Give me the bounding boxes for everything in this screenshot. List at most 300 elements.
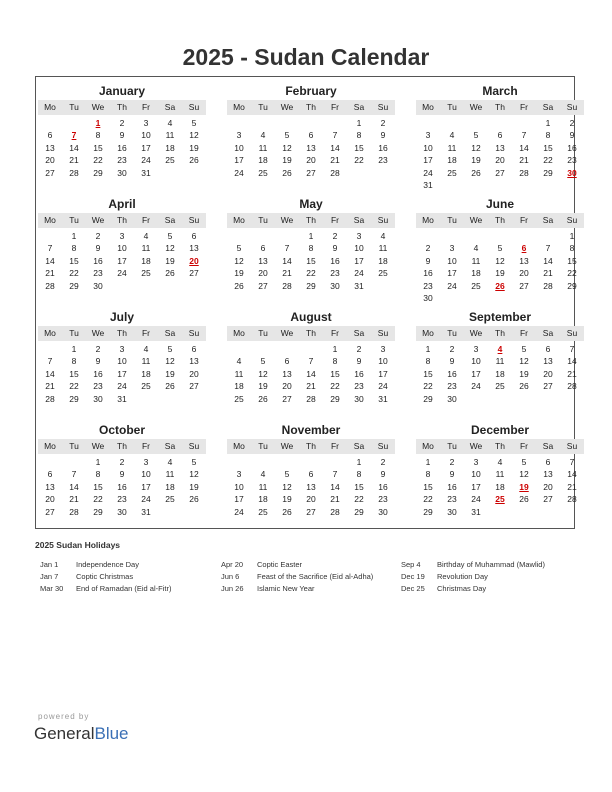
day-cell: 27 <box>519 280 529 291</box>
day-cell: 24 <box>354 268 364 279</box>
day-cell: 1 <box>545 118 551 128</box>
weekday-label: Su <box>566 328 578 338</box>
empty-day-cell <box>512 230 536 242</box>
weekday-label: Fr <box>141 102 151 112</box>
weekday-label: We <box>91 328 105 338</box>
holiday-day-cell: 20 <box>189 255 199 266</box>
day-cell: 15 <box>354 481 364 492</box>
day-cell: 27 <box>45 506 55 517</box>
day-cell: 21 <box>567 368 577 379</box>
weekday-header <box>416 439 584 454</box>
day-cell: 13 <box>543 356 553 367</box>
weekday-label: Tu <box>258 215 268 225</box>
day-cell: 9 <box>569 130 575 141</box>
month-name: October <box>98 423 145 437</box>
day-cell: 25 <box>141 381 151 392</box>
empty-day-cell <box>488 230 512 242</box>
day-cell: 1 <box>308 231 314 241</box>
day-cell: 14 <box>45 368 55 379</box>
day-cell: 3 <box>473 344 479 354</box>
day-cell: 6 <box>545 457 551 467</box>
day-cell: 17 <box>117 255 127 266</box>
day-cell: 5 <box>521 344 527 354</box>
day-cell: 29 <box>330 393 340 404</box>
holiday-item <box>221 559 373 571</box>
day-cell: 16 <box>117 481 127 492</box>
weekday-label: Sa <box>353 102 365 112</box>
day-cell: 27 <box>258 280 268 291</box>
day-cell: 11 <box>378 243 388 254</box>
empty-day-cell <box>38 117 62 129</box>
day-cell: 8 <box>425 356 431 367</box>
weekday-label: Sa <box>353 215 365 225</box>
day-cell: 15 <box>306 255 316 266</box>
day-cell: 1 <box>356 118 362 128</box>
day-cell: 20 <box>282 381 292 392</box>
weekday-header <box>227 100 395 115</box>
empty-day-cell <box>227 456 251 468</box>
day-cell: 13 <box>306 481 316 492</box>
day-cell: 16 <box>378 481 388 492</box>
day-cell: 27 <box>45 167 55 178</box>
weekday-label: Sa <box>164 215 176 225</box>
empty-day-cell <box>464 117 488 129</box>
day-cell: 29 <box>543 167 553 178</box>
empty-day-cell <box>251 230 275 242</box>
weekday-label: Fr <box>330 328 340 338</box>
day-cell: 11 <box>495 469 505 480</box>
empty-day-cell <box>512 117 536 129</box>
day-cell: 8 <box>71 356 77 367</box>
day-cell: 6 <box>545 344 551 354</box>
empty-day-cell <box>38 230 62 242</box>
holiday-name: Coptic Easter <box>257 560 303 569</box>
day-cell: 29 <box>567 280 577 291</box>
weekday-label: Fr <box>330 441 340 451</box>
day-cell: 2 <box>380 118 386 128</box>
day-cell: 9 <box>119 469 125 480</box>
day-cell: 8 <box>569 243 575 254</box>
day-cell: 21 <box>69 155 79 166</box>
day-cell: 4 <box>236 356 242 367</box>
day-cell: 10 <box>234 142 244 153</box>
weekday-label: Mo <box>233 102 245 112</box>
weekday-label: Th <box>306 328 316 338</box>
empty-day-cell <box>299 456 323 468</box>
day-cell: 10 <box>447 255 457 266</box>
day-cell: 24 <box>471 494 481 505</box>
day-cell: 13 <box>45 481 55 492</box>
day-cell: 18 <box>495 368 505 379</box>
day-cell: 24 <box>117 381 127 392</box>
weekday-label: Tu <box>447 102 457 112</box>
weekday-label: Fr <box>141 441 151 451</box>
empty-day-cell <box>464 230 488 242</box>
day-cell: 7 <box>308 356 314 367</box>
day-cell: 5 <box>521 457 527 467</box>
empty-day-cell <box>323 117 347 129</box>
day-cell: 28 <box>567 494 577 505</box>
day-cell: 28 <box>567 381 577 392</box>
day-cell: 11 <box>258 142 268 153</box>
day-cell: 22 <box>69 381 79 392</box>
day-grid <box>227 454 395 518</box>
empty-day-cell <box>227 230 251 242</box>
day-cell: 3 <box>236 469 242 480</box>
day-cell: 12 <box>165 356 175 367</box>
day-cell: 16 <box>447 368 457 379</box>
weekday-header <box>38 100 206 115</box>
month-name: March <box>482 84 518 98</box>
day-cell: 23 <box>93 268 103 279</box>
day-cell: 27 <box>282 393 292 404</box>
day-cell: 12 <box>189 130 199 141</box>
day-cell: 26 <box>189 155 199 166</box>
day-cell: 27 <box>495 167 505 178</box>
day-cell: 13 <box>258 255 268 266</box>
weekday-label: Su <box>566 102 578 112</box>
day-cell: 31 <box>471 506 481 517</box>
day-cell: 9 <box>119 130 125 141</box>
brand-text-blue: Blue <box>94 724 129 743</box>
empty-day-cell <box>251 456 275 468</box>
day-cell: 12 <box>282 142 292 153</box>
holiday-name: Birthday of Muhammad (Mawlid) <box>437 560 545 569</box>
day-cell: 29 <box>93 506 103 517</box>
month-april <box>38 195 206 292</box>
day-cell: 4 <box>167 457 173 467</box>
day-cell: 2 <box>425 243 431 254</box>
weekday-header <box>227 213 395 228</box>
holiday-item <box>40 559 171 571</box>
day-cell: 2 <box>95 231 101 241</box>
day-cell: 9 <box>380 130 386 141</box>
day-cell: 12 <box>519 356 529 367</box>
day-cell: 28 <box>543 280 553 291</box>
day-cell: 14 <box>69 142 79 153</box>
day-cell: 18 <box>471 268 481 279</box>
day-cell: 4 <box>143 231 149 241</box>
weekday-label: Tu <box>447 328 457 338</box>
month-name: June <box>485 197 514 211</box>
day-cell: 23 <box>423 280 433 291</box>
day-cell: 28 <box>69 506 79 517</box>
holiday-date: Apr 20 <box>221 560 244 569</box>
holiday-item <box>401 583 545 595</box>
day-cell: 3 <box>236 130 242 141</box>
day-cell: 26 <box>165 268 175 279</box>
empty-day-cell <box>251 117 275 129</box>
holiday-item <box>221 583 373 595</box>
day-cell: 8 <box>308 243 314 254</box>
day-cell: 5 <box>497 243 503 254</box>
day-cell: 19 <box>189 481 199 492</box>
month-december <box>416 421 584 518</box>
day-cell: 22 <box>69 268 79 279</box>
month-name: December <box>470 423 530 437</box>
day-grid <box>38 228 206 292</box>
weekday-header <box>38 326 206 341</box>
day-cell: 2 <box>119 457 125 467</box>
weekday-label: Th <box>495 328 505 338</box>
brand-text-general: General <box>34 724 95 743</box>
weekday-label: We <box>280 328 294 338</box>
day-cell: 19 <box>258 381 268 392</box>
day-cell: 14 <box>330 481 340 492</box>
weekday-label: Tu <box>69 441 79 451</box>
day-cell: 10 <box>354 243 364 254</box>
day-cell: 10 <box>117 356 127 367</box>
holiday-column <box>221 559 373 595</box>
weekday-label: We <box>91 102 105 112</box>
day-cell: 22 <box>423 381 433 392</box>
holiday-name: Coptic Christmas <box>76 572 134 581</box>
day-cell: 7 <box>569 457 575 467</box>
month-march <box>416 82 584 191</box>
weekday-label: We <box>91 215 105 225</box>
weekday-label: Th <box>495 441 505 451</box>
weekday-label: Su <box>377 441 389 451</box>
holiday-day-cell: 6 <box>521 243 527 254</box>
month-name: May <box>299 197 323 211</box>
empty-day-cell <box>440 230 464 242</box>
day-cell: 1 <box>569 231 575 241</box>
day-cell: 27 <box>543 381 553 392</box>
empty-day-cell <box>227 343 251 355</box>
day-cell: 20 <box>495 155 505 166</box>
empty-day-cell <box>275 230 299 242</box>
day-cell: 28 <box>45 393 55 404</box>
day-cell: 6 <box>191 344 197 354</box>
day-cell: 24 <box>471 381 481 392</box>
day-cell: 20 <box>306 494 316 505</box>
empty-day-cell <box>299 117 323 129</box>
day-cell: 28 <box>519 167 529 178</box>
weekday-label: Su <box>377 215 389 225</box>
day-cell: 11 <box>141 243 151 254</box>
weekday-label: Sa <box>542 441 554 451</box>
day-cell: 4 <box>380 231 386 241</box>
day-cell: 19 <box>165 368 175 379</box>
holiday-date: Mar 30 <box>40 584 64 593</box>
day-cell: 26 <box>282 167 292 178</box>
weekday-label: Tu <box>69 328 79 338</box>
day-cell: 20 <box>543 368 553 379</box>
month-october <box>38 421 206 518</box>
day-cell: 12 <box>234 255 244 266</box>
day-cell: 2 <box>380 457 386 467</box>
empty-day-cell <box>416 230 440 242</box>
day-cell: 4 <box>167 118 173 128</box>
day-cell: 17 <box>234 155 244 166</box>
day-cell: 12 <box>519 469 529 480</box>
day-cell: 26 <box>282 506 292 517</box>
weekday-header <box>227 439 395 454</box>
day-cell: 21 <box>69 494 79 505</box>
weekday-label: Sa <box>164 102 176 112</box>
day-cell: 2 <box>569 118 575 128</box>
day-grid <box>416 454 584 518</box>
day-cell: 6 <box>191 231 197 241</box>
day-cell: 4 <box>497 457 503 467</box>
day-cell: 20 <box>306 155 316 166</box>
day-cell: 23 <box>354 381 364 392</box>
empty-day-cell <box>323 456 347 468</box>
day-cell: 1 <box>71 231 77 241</box>
holiday-day-cell: 4 <box>497 344 503 354</box>
day-cell: 8 <box>95 130 101 141</box>
weekday-label: Fr <box>519 102 529 112</box>
day-cell: 23 <box>117 494 127 505</box>
day-cell: 9 <box>95 243 101 254</box>
day-cell: 21 <box>45 381 55 392</box>
day-cell: 15 <box>567 255 577 266</box>
weekday-label: Fr <box>330 102 340 112</box>
day-cell: 18 <box>495 481 505 492</box>
empty-day-cell <box>275 456 299 468</box>
day-cell: 13 <box>282 368 292 379</box>
day-cell: 15 <box>423 481 433 492</box>
day-cell: 19 <box>165 255 175 266</box>
day-cell: 17 <box>141 481 151 492</box>
empty-day-cell <box>440 117 464 129</box>
day-cell: 22 <box>423 494 433 505</box>
day-cell: 15 <box>354 142 364 153</box>
day-cell: 3 <box>119 344 125 354</box>
day-cell: 25 <box>258 167 268 178</box>
generalblue-logo[interactable] <box>34 724 129 744</box>
day-cell: 5 <box>284 469 290 480</box>
day-cell: 8 <box>71 243 77 254</box>
day-cell: 5 <box>260 356 266 367</box>
holiday-column <box>40 559 171 595</box>
day-cell: 6 <box>308 130 314 141</box>
day-cell: 25 <box>447 167 457 178</box>
month-name: July <box>109 310 134 324</box>
day-cell: 31 <box>354 280 364 291</box>
day-cell: 26 <box>519 381 529 392</box>
day-cell: 29 <box>306 280 316 291</box>
day-cell: 25 <box>495 381 505 392</box>
day-cell: 27 <box>306 506 316 517</box>
day-cell: 17 <box>234 494 244 505</box>
day-cell: 23 <box>117 155 127 166</box>
day-grid <box>38 454 206 518</box>
day-cell: 20 <box>45 494 55 505</box>
day-cell: 26 <box>165 381 175 392</box>
empty-day-cell <box>275 343 299 355</box>
day-cell: 14 <box>69 481 79 492</box>
day-cell: 12 <box>471 142 481 153</box>
weekday-label: Mo <box>233 215 245 225</box>
day-cell: 10 <box>471 356 481 367</box>
day-cell: 5 <box>191 457 197 467</box>
weekday-header <box>416 213 584 228</box>
day-cell: 27 <box>189 381 199 392</box>
day-cell: 26 <box>234 280 244 291</box>
day-cell: 15 <box>69 368 79 379</box>
day-cell: 25 <box>165 155 175 166</box>
weekday-label: Su <box>188 102 200 112</box>
weekday-label: Fr <box>141 328 151 338</box>
day-cell: 20 <box>519 268 529 279</box>
day-cell: 9 <box>380 469 386 480</box>
day-cell: 23 <box>93 381 103 392</box>
weekday-header <box>416 326 584 341</box>
day-cell: 2 <box>356 344 362 354</box>
day-cell: 7 <box>47 356 53 367</box>
month-name: January <box>98 84 146 98</box>
day-cell: 11 <box>165 130 175 141</box>
weekday-header <box>38 439 206 454</box>
weekday-label: We <box>469 102 483 112</box>
day-cell: 30 <box>117 167 127 178</box>
day-cell: 12 <box>165 243 175 254</box>
day-cell: 9 <box>425 255 431 266</box>
day-cell: 7 <box>284 243 290 254</box>
day-cell: 10 <box>378 356 388 367</box>
day-cell: 25 <box>141 268 151 279</box>
day-cell: 19 <box>471 155 481 166</box>
weekday-label: We <box>280 102 294 112</box>
day-cell: 14 <box>567 356 577 367</box>
day-cell: 3 <box>425 130 431 141</box>
day-cell: 27 <box>543 494 553 505</box>
day-cell: 23 <box>330 268 340 279</box>
day-cell: 10 <box>117 243 127 254</box>
weekday-label: Su <box>377 102 389 112</box>
day-cell: 22 <box>354 155 364 166</box>
day-cell: 14 <box>567 469 577 480</box>
weekday-label: We <box>91 441 105 451</box>
day-cell: 3 <box>143 118 149 128</box>
weekday-label: Th <box>495 215 505 225</box>
day-cell: 31 <box>378 393 388 404</box>
day-cell: 17 <box>471 368 481 379</box>
day-cell: 20 <box>258 268 268 279</box>
month-july <box>38 308 206 405</box>
day-cell: 30 <box>447 393 457 404</box>
day-cell: 3 <box>473 457 479 467</box>
day-cell: 25 <box>234 393 244 404</box>
day-cell: 15 <box>330 368 340 379</box>
holiday-date: Jun 6 <box>221 572 240 581</box>
day-cell: 18 <box>234 381 244 392</box>
weekday-label: Mo <box>422 441 434 451</box>
day-cell: 17 <box>117 368 127 379</box>
weekday-label: Fr <box>519 441 529 451</box>
day-cell: 16 <box>117 142 127 153</box>
day-cell: 25 <box>378 268 388 279</box>
month-september <box>416 308 584 405</box>
day-cell: 10 <box>141 469 151 480</box>
day-grid <box>227 115 395 179</box>
day-cell: 15 <box>93 481 103 492</box>
weekday-label: Tu <box>258 441 268 451</box>
weekday-label: We <box>280 215 294 225</box>
day-cell: 21 <box>306 381 316 392</box>
day-cell: 22 <box>93 155 103 166</box>
day-cell: 13 <box>306 142 316 153</box>
day-cell: 19 <box>519 368 529 379</box>
weekday-label: Su <box>188 215 200 225</box>
day-cell: 13 <box>543 469 553 480</box>
day-cell: 8 <box>95 469 101 480</box>
empty-day-cell <box>38 343 62 355</box>
empty-day-cell <box>416 117 440 129</box>
day-cell: 3 <box>380 344 386 354</box>
day-cell: 13 <box>495 142 505 153</box>
